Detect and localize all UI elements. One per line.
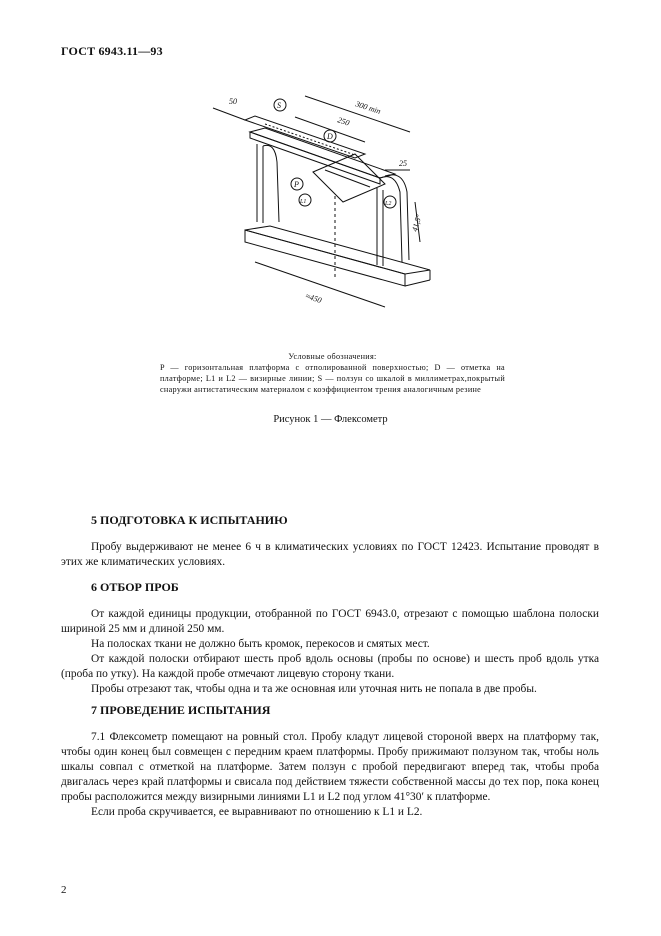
flexometer-drawing	[205, 92, 475, 342]
flexometer-figure	[205, 92, 475, 342]
section-6-paragraph-4: Пробы отрезают так, чтобы одна и та же основная или уточная нить не попала в две пробы.	[91, 683, 537, 695]
section-6-paragraph-3: От каждой полоски отбирают шесть проб вдоль основы (пробы по основе) и шесть проб вдоль утка (проба по утку). На каждой пробе отмечают лицевую сторону ткани.	[61, 653, 599, 680]
base-plate-front	[245, 230, 405, 286]
platform-top	[250, 128, 395, 178]
section-6-paragraph-1: От каждой единицы продукции, отобранной по ГОСТ 6943.0, отрезают с помощью шаблона полоски шириной 25 мм и длиной 250 мм.	[61, 608, 599, 635]
figure-caption: Рисунок 1 — Флексометр	[273, 414, 388, 425]
section-7-title: 7 ПРОВЕДЕНИЕ ИСПЫТАНИЯ	[91, 703, 271, 717]
section-7-paragraph-1: 7.1 Флексометр помещают на ровный стол. Пробу кладут лицевой стороной вверх на платформу так, чтобы один конец был совмещен с передним краем платформы. Пробу прижимают ползуном так, чтобы ноль шкалы совпал с отметкой на платформе. Затем ползун с пробой передвигают вперед так, чтобы проба двигалась через край платформы и свисала под действием тяжести собственной массы до тех пор, пока конец пробы расположится между визирными линиями L1 и L2 под углом 41°30′ к платформе.	[61, 731, 599, 803]
figure-legend	[160, 351, 505, 395]
d-label: D	[327, 132, 333, 141]
section-5-title: 5 ПОДГОТОВКА К ИСПЫТАНИЮ	[91, 513, 288, 527]
legend-title: Условные обозначения:	[288, 352, 377, 361]
legend-text: P — горизонтальная платформа с отполированной поверхностью; D — отметка на платформе; L1 и L2 — визирные линии; S — ползун со шкалой в миллиметрах,покрытый снаружи антистатическим материалом с коэффициентом трения аналогичным резине	[160, 363, 505, 394]
dim-300-label: 300 min	[354, 99, 382, 116]
dim-450-label: ≈450	[304, 291, 323, 305]
platform-front	[250, 132, 380, 184]
section-7-paragraph-2: Если проба скручивается, ее выравнивают по отношению к L1 и L2.	[91, 806, 423, 818]
page-number: 2	[61, 884, 67, 896]
section-6	[61, 580, 599, 697]
document-header: ГОСТ 6943.11—93	[61, 44, 163, 58]
l1-label: L1	[300, 199, 307, 205]
dim-250-label: 250	[336, 115, 351, 128]
sight-frame-l1	[263, 145, 279, 222]
p-label: P	[294, 180, 299, 189]
section-6-title: 6 ОТБОР ПРОБ	[91, 580, 179, 594]
section-7	[61, 703, 599, 820]
dim-50-label: 50	[229, 97, 237, 106]
section-6-paragraph-2: На полосках ткани не должно быть кромок, перекосов и смятых мест.	[91, 638, 430, 650]
section-5-paragraph: Пробу выдерживают не менее 6 ч в климатических условиях по ГОСТ 12423. Испытание проводят в этих же климатических условиях.	[61, 541, 599, 568]
l2-label: L2	[385, 201, 392, 207]
s-label: S	[277, 101, 281, 110]
sloped-panel	[313, 154, 385, 202]
angle-label: 41,5°	[410, 213, 424, 233]
section-5	[61, 513, 599, 570]
dim-25-label: 25	[399, 159, 407, 168]
